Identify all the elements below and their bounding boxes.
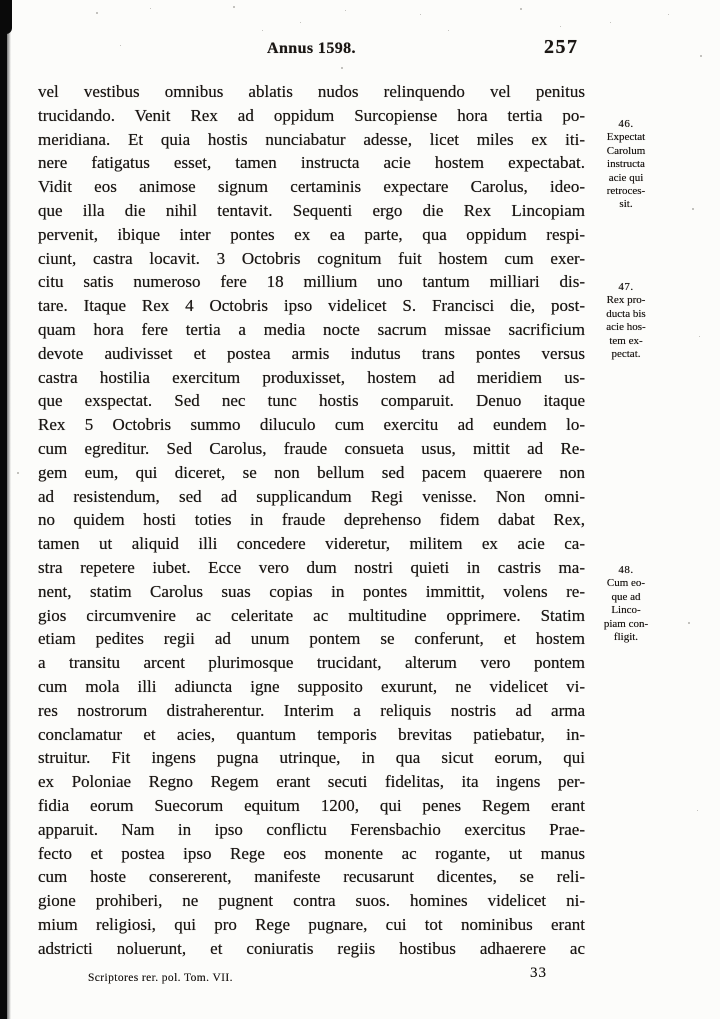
text-line: gios circumvenire ac celeritate ac multitudine opprimere. Statim — [38, 605, 585, 625]
margin-note-line: tem ex- — [609, 334, 643, 347]
scan-speck — [96, 12, 98, 14]
text-line: pervenit, ibique inter pontes ex ea parte, qua oppidum respi- — [38, 224, 585, 244]
text-line: cum egreditur. Sed Carolus, fraude consueta usus, mittit ad Re- — [38, 438, 585, 458]
footer-imprint: Scriptores rer. pol. Tom. VII. — [88, 972, 233, 984]
scan-gutter-blob — [0, 0, 12, 34]
scan-speck — [262, 30, 263, 31]
scan-speck — [233, 6, 235, 8]
text-line: nent, statim Carolus suas copias in pontes immittit, volens re- — [38, 581, 585, 601]
scan-speck — [692, 208, 694, 210]
margin-note-line: pectat. — [611, 348, 641, 361]
scan-speck — [560, 26, 561, 27]
margin-note-47 — [585, 281, 667, 361]
scan-gutter-fade — [7, 0, 11, 1019]
margin-note-48 — [585, 564, 667, 644]
text-line: Rex 5 Octobris summo diluculo cum exercitu ad eundem lo- — [38, 415, 585, 435]
scan-speck — [17, 472, 19, 474]
text-line: fecto et postea ipso Rege eos monente ac rogante, ut manus — [38, 843, 585, 863]
scan-speck — [697, 810, 698, 811]
text-line: que exspectat. Sed nec tunc hostis comparuit. Denuo itaque — [38, 391, 585, 411]
text-line: fidia eorum Suecorum equitum 1200, qui penes Regem erant — [38, 795, 585, 815]
margin-note-number: 46. — [618, 118, 634, 130]
margin-note-number: 47. — [618, 281, 634, 293]
text-line: no quidem hosti toties in fraude deprehenso fidem dabat Rex, — [38, 510, 585, 530]
text-line: trucidando. Venit Rex ad oppidum Surcopiense hora tertia po- — [38, 105, 585, 125]
text-line: ex Poloniae Regno Regem erant secuti fidelitas, ita ingens per- — [38, 772, 585, 792]
body-text-block — [38, 80, 585, 960]
scan-speck — [150, 8, 151, 9]
running-title: Annus 1598. — [267, 40, 356, 57]
scan-speck — [420, 14, 421, 15]
text-line: cum hoste consererent, manifeste recusarunt dicentes, se reli- — [38, 867, 585, 887]
text-line: stra repetere iubet. Ecce vero dum nostri quieti in castris ma- — [38, 557, 585, 577]
scan-speck — [610, 22, 611, 23]
margin-note-line: ducta bis — [606, 307, 646, 320]
margin-note-line: acie hos- — [606, 321, 646, 334]
margin-note-line: fligit. — [613, 631, 639, 644]
scan-speck — [668, 14, 669, 15]
text-line: tare. Itaque Rex 4 Octobris ipso videlicet S. Francisci die, post- — [38, 296, 585, 316]
text-line: a transitu arcent plurimosque trucidant, alterum vero pontem — [38, 653, 585, 673]
margin-note-line: acie qui — [608, 171, 644, 184]
margin-note-line: Expectat — [606, 131, 646, 144]
text-line: struitur. Fit ingens pugna utrinque, in qua sicut eorum, qui — [38, 748, 585, 768]
scan-speck — [345, 10, 346, 11]
text-line: apparuit. Nam in ipso conflictu Ferensbachio exercitus Prae- — [38, 819, 585, 839]
margin-note-line: Cum eo- — [606, 577, 646, 590]
margin-note-body — [585, 131, 667, 211]
margin-note-line: sit. — [619, 198, 633, 211]
text-line: vel vestibus omnibus ablatis nudos relinquendo vel penitus — [38, 82, 585, 101]
margin-note-line: Rex pro- — [606, 294, 646, 307]
text-line: devote audivisset et postea armis indutus trans pontes versus — [38, 343, 585, 363]
text-line: gem eum, qui diceret, se non bellum sed pacem quaerere non — [38, 462, 585, 482]
margin-note-number: 48. — [618, 564, 634, 576]
text-line: adstricti noluerunt, et coniuratis regiis hostibus adhaerere ac — [38, 938, 585, 958]
margin-note-line: que ad — [611, 590, 641, 603]
text-line: gione prohiberi, ne pugnent contra suos. homines videlicet ni- — [38, 891, 585, 911]
scan-speck — [688, 622, 690, 624]
scan-speck — [120, 45, 121, 46]
footer-signature-number: 33 — [530, 965, 547, 981]
page-number: 257 — [544, 36, 579, 58]
scan-speck — [520, 8, 522, 10]
scan-speck — [699, 336, 700, 337]
margin-note-line: Linco- — [611, 604, 641, 617]
text-line: nere fatigatus esset, tamen instructa acie hostem expectabat. — [38, 153, 585, 173]
text-line: castra hostilia exercitum produxisset, hostem ad meridiem us- — [38, 367, 585, 387]
text-line: res nostrorum distraherentur. Interim a reliquis nostris ad arma — [38, 700, 585, 720]
scan-speck — [300, 22, 301, 23]
margin-note-line: retroces- — [606, 185, 646, 198]
text-line: conclamatur et acies, quantum temporis brevitas patiebatur, in- — [38, 724, 585, 744]
text-line: quam hora fere tertia a media nocte sacrum missae sacrificium — [38, 319, 585, 339]
text-line: citu satis numeroso fere 18 millium uno tantum milliari dis- — [38, 272, 585, 292]
margin-note-46 — [585, 118, 667, 212]
text-line: ciunt, castra locavit. 3 Octobris cognitum fuit hostem cum exer- — [38, 248, 585, 268]
scan-gutter-shadow — [0, 0, 7, 1019]
text-line: Vidit eos animose signum certaminis expectare Carolus, ideo- — [38, 177, 585, 197]
text-line: mium religiosi, qui pro Rege pugnare, cui tot nominibus erant — [38, 914, 585, 934]
text-line: que illa die nihil tentavit. Sequenti ergo die Rex Lincopiam — [38, 200, 585, 220]
margin-note-body — [585, 577, 667, 644]
margin-note-line: Carolum — [606, 144, 646, 157]
scan-speck — [341, 67, 343, 69]
scan-speck — [700, 55, 702, 57]
text-line: ad resistendum, sed ad supplicandum Regi venisse. Non omni- — [38, 486, 585, 506]
margin-note-line: piam con- — [603, 617, 649, 630]
text-line: cum mola illi adiuncta igne supposito exurunt, ne videlicet vi- — [38, 676, 585, 696]
margin-note-body — [585, 294, 667, 361]
text-line: etiam pedites regii ad unum pontem se conferunt, et hostem — [38, 629, 585, 649]
text-line: tamen ut aliquid illi concedere videretur, militem ex acie ca- — [38, 534, 585, 554]
text-line: meridiana. Et quia hostis nunciabatur adesse, licet miles ex iti- — [38, 129, 585, 149]
margin-note-line: instructa — [607, 158, 645, 171]
scan-speck — [448, 30, 449, 31]
